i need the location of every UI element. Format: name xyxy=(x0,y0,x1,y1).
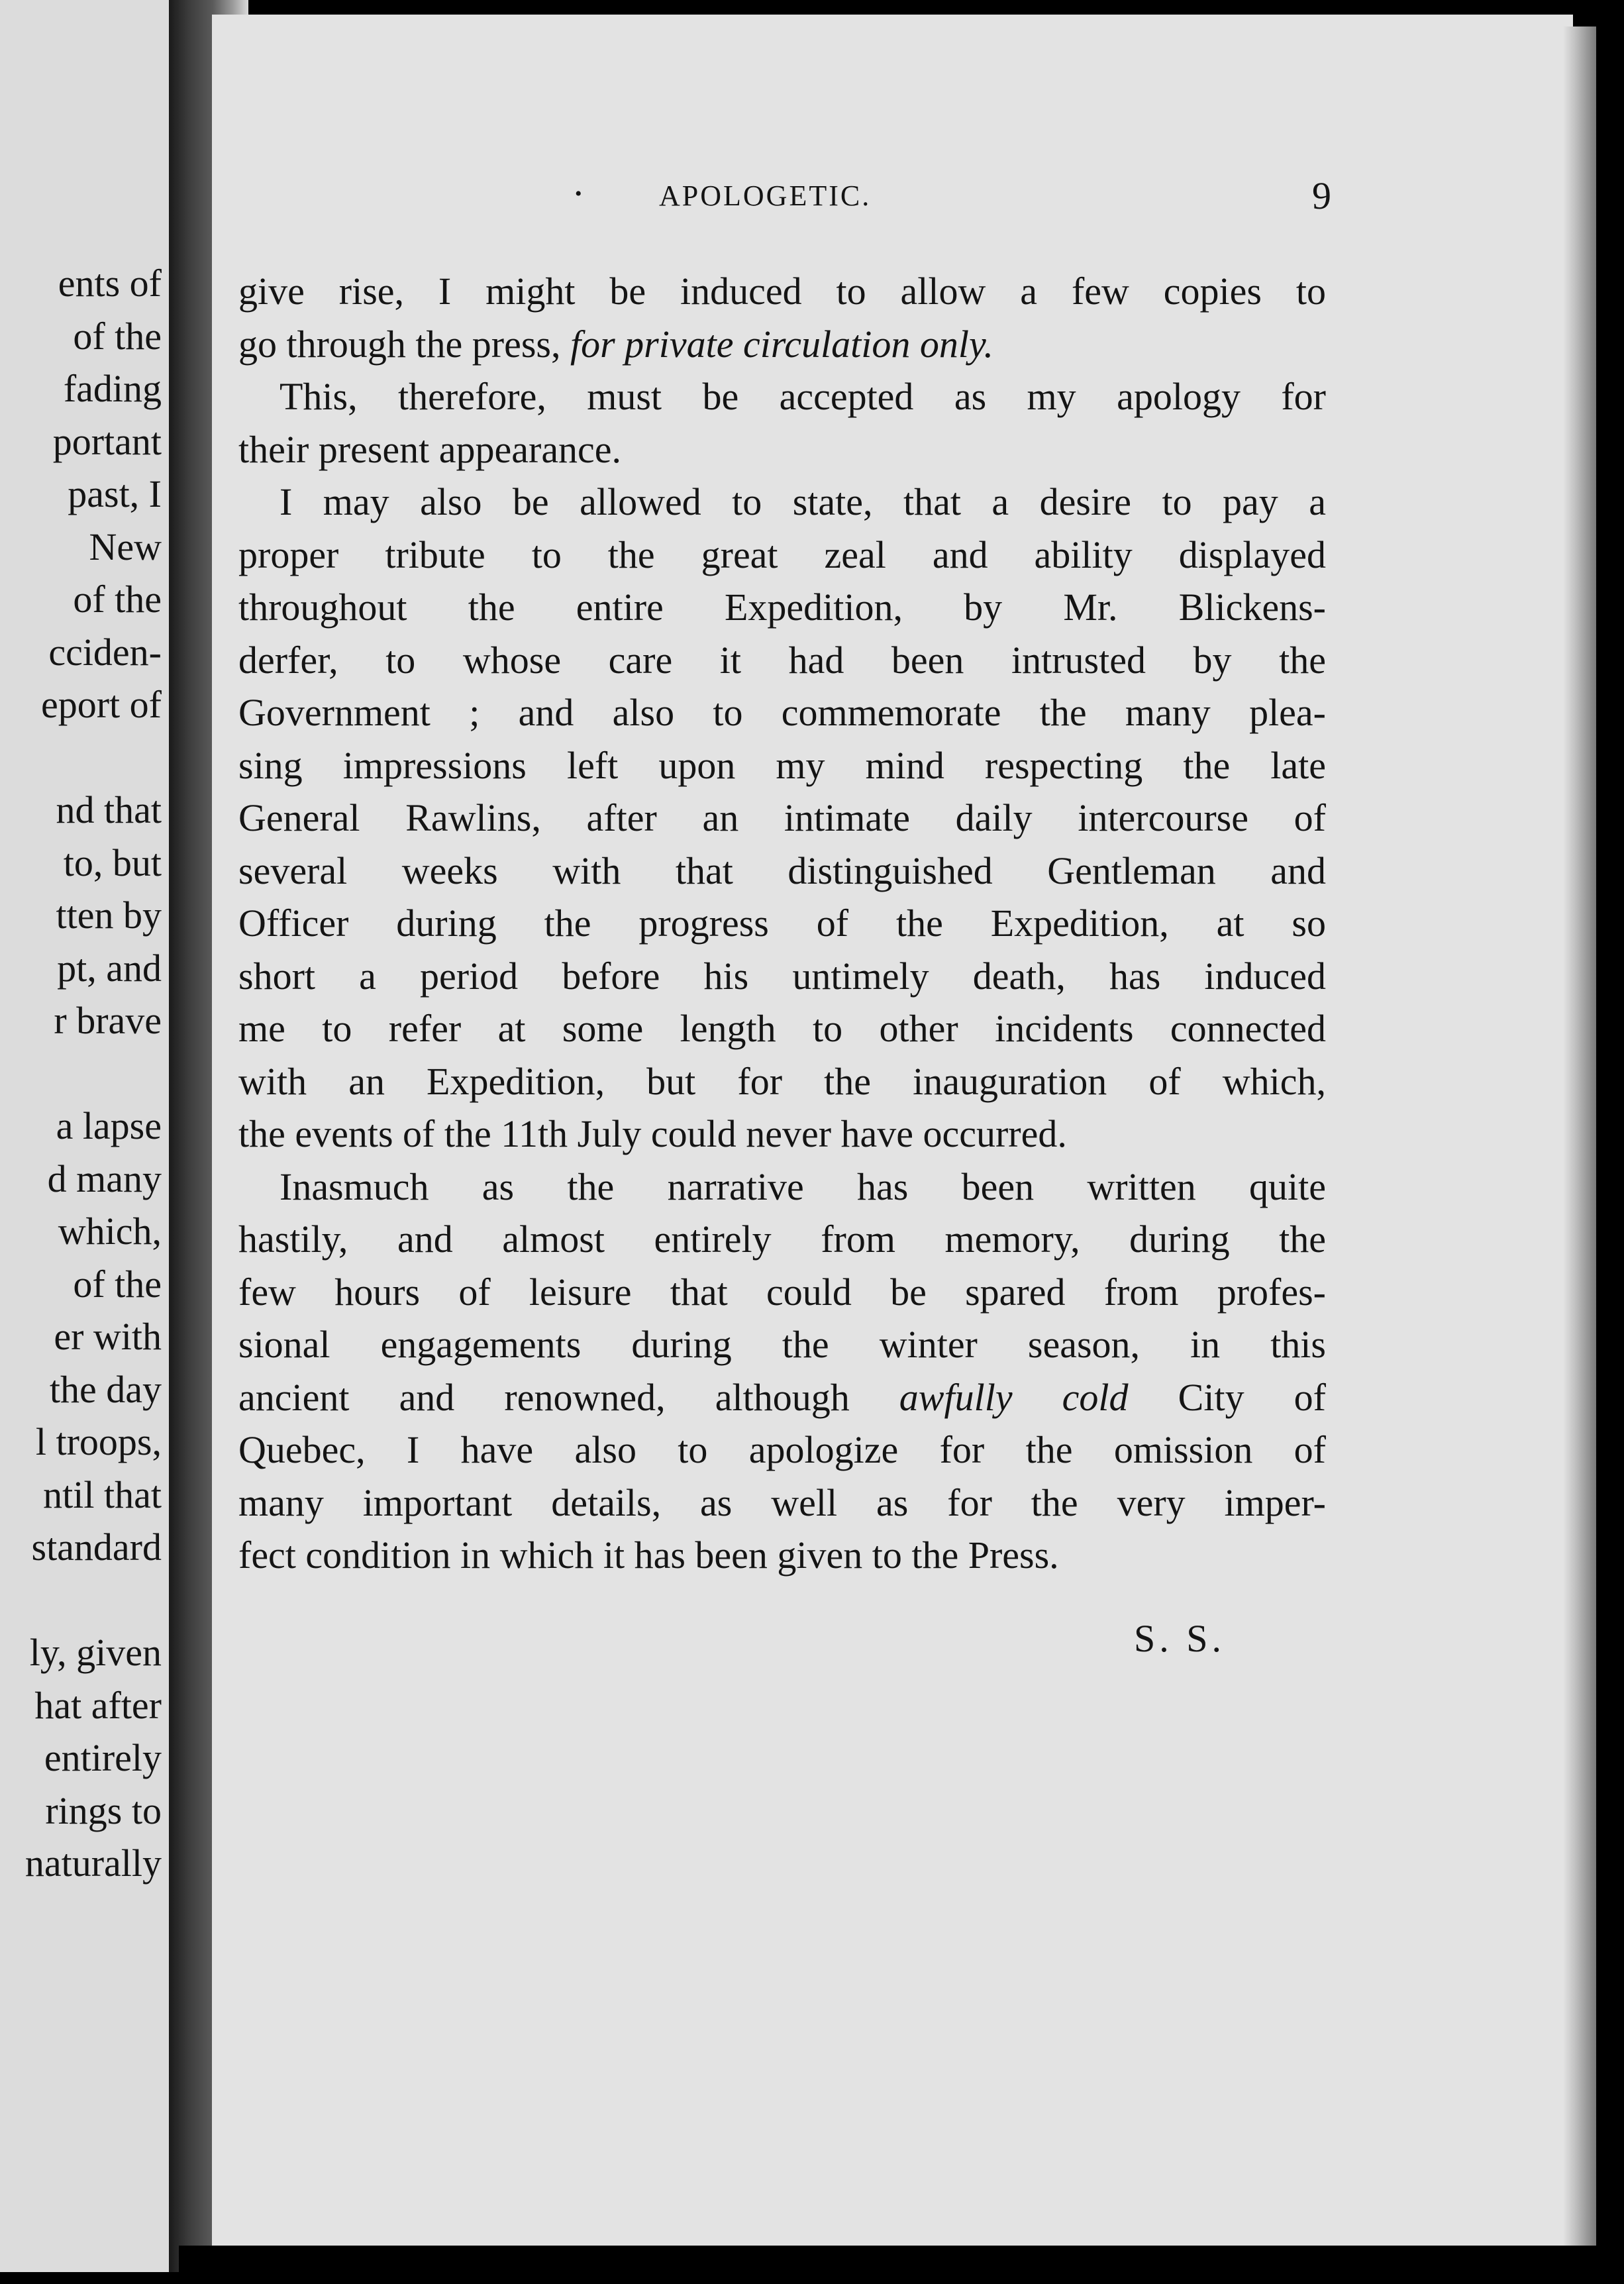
body-text xyxy=(238,265,1326,1582)
facing-page-gap xyxy=(25,1047,162,1100)
text-line: give rise, I might be induced to allow a few copies to xyxy=(238,270,1326,313)
page-number: 9 xyxy=(1312,174,1331,217)
text-line: proper tribute to the great zeal and ability displayed xyxy=(238,533,1326,576)
facing-page-line: l troops, xyxy=(35,1420,162,1463)
facing-page-line: er with xyxy=(54,1315,162,1358)
text-line: Officer during the progress of the Expedition, at so xyxy=(238,902,1326,945)
facing-page-line: ents of xyxy=(58,262,162,305)
facing-page-text xyxy=(25,257,162,1890)
facing-page-gap xyxy=(25,731,162,784)
italic-phrase: for private circulation only. xyxy=(570,322,993,366)
paragraph-first-line: I may also be allowed to state, that a desire to pay a xyxy=(279,480,1326,523)
text-line: fect condition in which it has been given to the Press. xyxy=(238,1533,1059,1577)
facing-page-line: of the xyxy=(73,314,162,358)
text-line: their present appearance. xyxy=(238,427,622,471)
facing-page-line: portant xyxy=(52,419,162,463)
facing-page-line: cciden- xyxy=(48,630,162,674)
facing-page-gap xyxy=(25,1574,162,1627)
facing-page-line: ntil that xyxy=(43,1473,162,1516)
text-line: General Rawlins, after an intimate daily intercourse of xyxy=(238,796,1326,839)
facing-page-line: entirely xyxy=(44,1736,162,1779)
signature-initials: S. S. xyxy=(1134,1617,1226,1660)
facing-page-line: of the xyxy=(73,578,162,621)
facing-page-line: tten by xyxy=(56,894,162,937)
facing-page-line: a lapse xyxy=(56,1104,162,1147)
text-line: Government ; and also to commemorate the many plea- xyxy=(238,691,1326,734)
facing-page-line: rings to xyxy=(45,1789,162,1832)
text-line: sional engagements during the winter season, in this xyxy=(238,1323,1326,1366)
text-line: Quebec, I have also to apologize for the omission of xyxy=(238,1428,1326,1471)
scan-border xyxy=(179,2246,1624,2284)
facing-page-left xyxy=(0,0,180,2272)
facing-page-line: fading xyxy=(63,367,162,410)
text-line: several weeks with that distinguished Gentleman and xyxy=(238,849,1326,892)
facing-page-line: pt, and xyxy=(57,946,162,990)
paragraph-first-line: Inasmuch as the narrative has been written quite xyxy=(279,1165,1326,1208)
text-line: few hours of leisure that could be spared from profes- xyxy=(238,1270,1326,1314)
facing-page-line: the day xyxy=(49,1367,162,1411)
text-line: throughout the entire Expedition, by Mr. Blickens- xyxy=(238,586,1326,629)
text-line: with an Expedition, but for the inauguration of which, xyxy=(238,1059,1326,1103)
paragraph-first-line: This, therefore, must be accepted as my apology for xyxy=(279,375,1326,418)
facing-page-line: d many xyxy=(47,1157,162,1200)
facing-page-line: past, I xyxy=(68,472,162,515)
facing-page-line: nd that xyxy=(56,788,162,831)
text-line xyxy=(238,318,1326,371)
facing-page-line: which, xyxy=(58,1210,162,1253)
text-line: sing impressions left upon my mind respecting the late xyxy=(238,743,1326,787)
text-line: derfer, to whose care it had been intrusted by the xyxy=(238,638,1326,682)
text-run: go through the press, xyxy=(238,322,570,366)
text-line: the events of the 11th July could never have occurred. xyxy=(238,1112,1067,1155)
facing-page-line: eport of xyxy=(41,683,162,726)
text-run: ancient and renowned, although xyxy=(238,1375,899,1419)
print-speck: • xyxy=(575,183,582,205)
facing-page-line: r brave xyxy=(54,999,162,1042)
facing-page-line: to, but xyxy=(63,841,162,884)
text-line xyxy=(238,1371,1326,1424)
text-line: me to refer at some length to other incidents connected xyxy=(238,1007,1326,1050)
facing-page-line: hat after xyxy=(34,1683,162,1727)
facing-page-line: of the xyxy=(73,1262,162,1306)
text-line: many important details, as well as for the very imper- xyxy=(238,1480,1326,1524)
text-line: hastily, and almost entirely from memory, during the xyxy=(238,1218,1326,1261)
facing-page-line: ly, given xyxy=(29,1631,162,1674)
facing-page-line: New xyxy=(89,525,162,568)
italic-phrase: awfully cold xyxy=(899,1375,1129,1419)
text-run: City of xyxy=(1128,1375,1326,1419)
text-line: short a period before his untimely death, has induced xyxy=(238,954,1326,998)
page-edge xyxy=(1563,26,1596,2259)
running-head: APOLOGETIC. xyxy=(659,180,872,212)
page-header xyxy=(238,174,1331,232)
facing-page-line: standard xyxy=(31,1526,162,1569)
facing-page-line: naturally xyxy=(25,1842,162,1885)
